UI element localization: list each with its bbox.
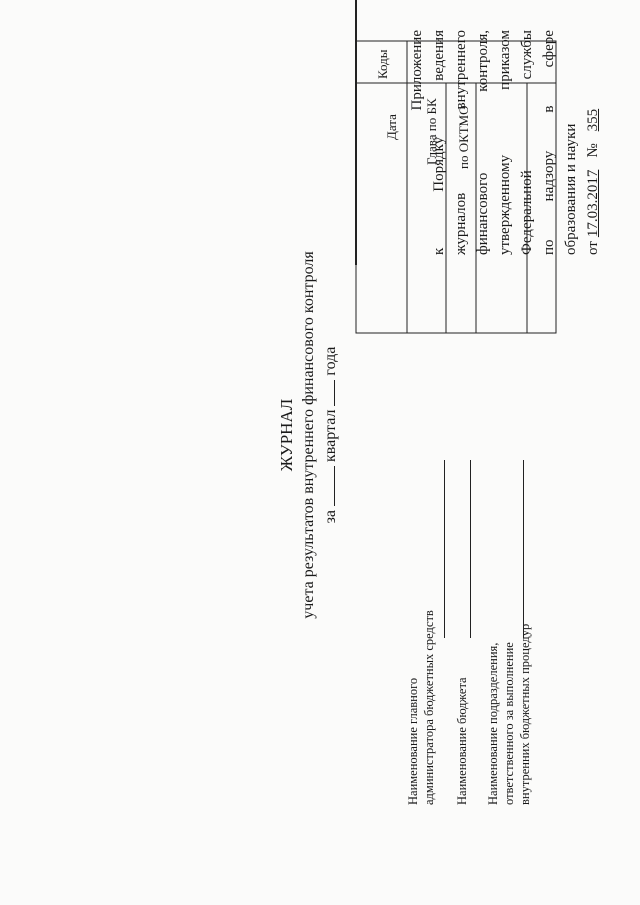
row-label-date: Дата (384, 114, 399, 140)
appendix-line-4: финансового контроля, (475, 30, 491, 255)
order-date: 17.03.2017 (585, 169, 601, 238)
codes-header: Коды (375, 49, 390, 79)
appendix-order-ref: от 17.03.2017 № 355 (582, 30, 604, 255)
order-number: 355 (585, 108, 601, 132)
appendix-line-3: журналов внутреннего (453, 30, 469, 255)
appendix-line-8: образования и науки (563, 123, 579, 255)
admin-underline (444, 460, 445, 638)
appendix-line-5: утвержденному приказом (497, 30, 513, 255)
journal-period: за квартал года (322, 346, 339, 524)
journal-subtitle: учета результатов внутреннего финансового контроля (300, 251, 317, 619)
appendix-line-7: по надзору в сфере (541, 30, 557, 255)
appendix-line-6: Федеральной службы (519, 30, 535, 255)
appendix-line-2: к Порядку ведения (431, 30, 447, 255)
appendix-title: Приложение (409, 30, 425, 111)
row-label-bk: Глава по БК (424, 98, 439, 165)
unit-label: Наименование подразделения, ответственного за выполнение внутренних бюджетных процедур (486, 623, 532, 805)
unit-underline (523, 460, 524, 638)
budget-underline (470, 460, 471, 638)
admin-label: Наименование главного администратора бюджетных средств (406, 610, 436, 805)
budget-label: Наименование бюджета (455, 677, 469, 805)
journal-heading: ЖУРНАЛ (277, 398, 296, 472)
row-label-oktmo: по ОКТМО (456, 105, 471, 169)
